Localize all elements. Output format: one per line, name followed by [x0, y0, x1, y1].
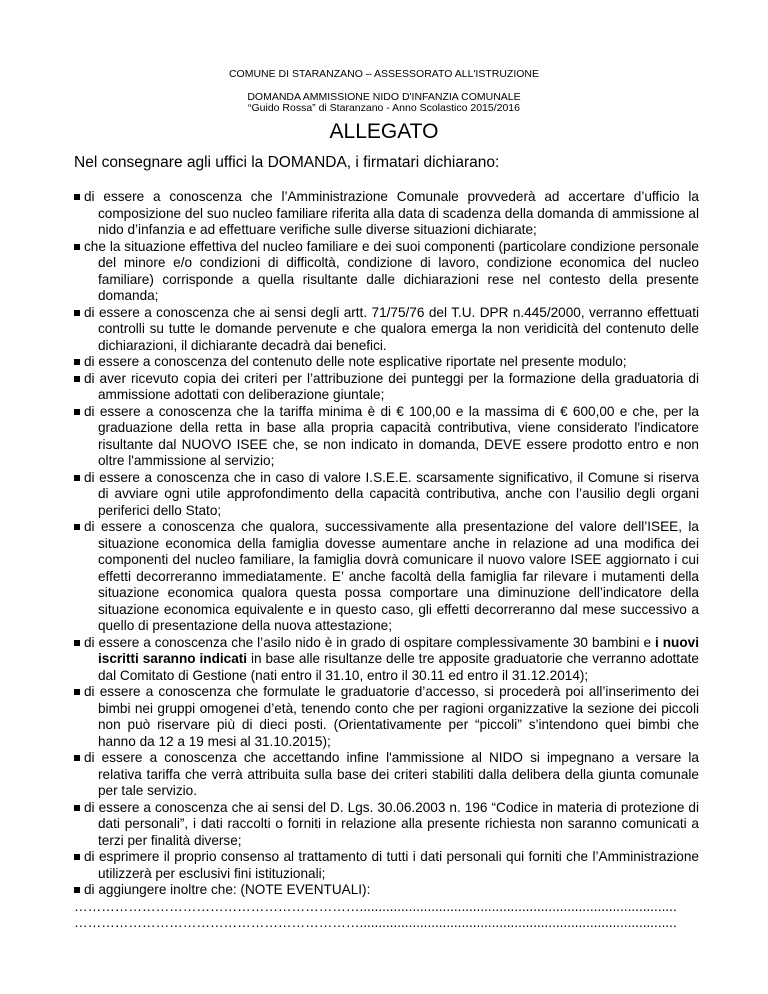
list-item: di esprimere il proprio consenso al trattamento di tutti i dati personali qui forniti che l’Amministrazione utilizzerà per esclusivi fini istituzionali;: [74, 849, 699, 882]
list-item: di essere a conoscenza che la tariffa minima è di € 100,00 e la massima di € 600,00 e che, per la graduazione della retta in base alla propria capacità contributiva, viene considerato l'indicatore risultante dal NUOVO ISEE che, se non indicato in domanda, DEVE essere prodotto entro e non oltre l'ammissione al servizio;: [74, 404, 699, 470]
intro-text: Nel consegnare agli uffici la DOMANDA, i firmatari dichiarano:: [74, 154, 500, 171]
bullet-icon: [74, 755, 80, 761]
list-item: di essere a conoscenza che accettando infine l'ammissione al NIDO si impegnano a versare la relativa tariffa che verrà attribuita sulla base dei criteri stabiliti dalla delibera della giunta comunale per tale servizio.: [74, 750, 699, 800]
bullet-icon: [74, 194, 80, 200]
bullet-icon: [74, 524, 80, 530]
bullet-icon: [74, 805, 80, 811]
bullet-icon: [74, 854, 80, 860]
notes-line: ………………………………………………………....................................................................................: [74, 898, 677, 914]
list-item: di aggiungere inoltre che: (NOTE EVENTUALI):: [74, 882, 699, 899]
list-item: che la situazione effettiva del nucleo familiare e dei suoi componenti (particolare condizione personale del minore e/o condizioni di difficoltà, condizione di lavoro, condizione economica del nucleo familiare) corrisponde a quella risultante dalle dichiarazioni rese nel contesto della presente domanda;: [74, 239, 699, 305]
list-item: di aver ricevuto copia dei criteri per l’attribuzione dei punteggi per la formazione della graduatoria di ammissione adottati con deliberazione giuntale;: [74, 371, 699, 404]
bullet-icon: [74, 689, 80, 695]
bullet-icon: [74, 475, 80, 481]
bold-phrase: i nuovi iscritti saranno indicati: [98, 634, 699, 666]
bullet-icon: [74, 409, 80, 415]
list-item: di essere a conoscenza che formulate le graduatorie d’accesso, si procederà poi all’inserimento dei bimbi nei gruppi omogenei d’età, tenendo conto che per ragioni organizzative la sezione dei piccoli non può riservare più di dieci posti. (Orientativamente per “piccoli” s’intendono quei bimbi che hanno da 12 a 19 mesi al 31.10.2015);: [74, 684, 699, 750]
page-title: ALLEGATO: [329, 120, 439, 143]
header-school-year: “Guido Rossa” di Staranzano - Anno Scolastico 2015/2016: [247, 102, 520, 114]
bullet-icon: [74, 244, 80, 250]
bullet-icon: [74, 376, 80, 382]
bullet-icon: [74, 359, 80, 365]
notes-line: ………………………………………………………....................................................................................: [74, 915, 677, 930]
list-item: di essere a conoscenza che l’asilo nido è in grado di ospitare complessivamente 30 bambini e i nuovi iscritti saranno indicati in base alle risultanze delle tre apposite graduatorie che verranno adottate dal Comitato di Gestione (nati entro il 31.10, entro il 30.11 ed entro il 31.12.2014);: [74, 635, 699, 685]
list-item: di essere a conoscenza che ai sensi del D. Lgs. 30.06.2003 n. 196 “Codice in materia di protezione di dati personali”, i dati raccolti o forniti in relazione alla presente richiesta non saranno comunicati a terzi per finalità diverse;: [74, 800, 699, 850]
bullet-icon: [74, 640, 80, 646]
declarations-list: [74, 189, 699, 932]
list-item: di essere a conoscenza che l’Amministrazione Comunale provvederà ad accertare d’ufficio la composizione del suo nucleo familiare riferita alla data di scadenza della domanda di ammissione al nido d’infanzia e ad effettuare verifiche sulle diverse situazioni dichiarate;: [74, 189, 699, 239]
list-item: di essere a conoscenza che in caso di valore I.S.E.E. scarsamente significativo, il Comune si riserva di avviare ogni utile approfondimento della capacità contributiva, anche con l’ausilio degli organi periferici dello Stato;: [74, 470, 699, 520]
header-municipality: COMUNE DI STARANZANO – ASSESSORATO ALL'ISTRUZIONE: [228, 68, 540, 80]
list-item: di essere a conoscenza del contenuto delle note esplicative riportate nel presente modulo;: [74, 354, 699, 371]
header-form-title: DOMANDA AMMISSIONE NIDO D'INFANZIA COMUNALE: [247, 91, 521, 103]
list-item: di essere a conoscenza che qualora, successivamente alla presentazione del valore dell’ISEE, la situazione economica della famiglia dovesse aumentare anche in relazione ad una modifica dei componenti del nucleo familiare, la famiglia dovrà comunicare il nuovo valore ISEE aggiornato i cui effetti decorreranno immediatamente. E’ anche facoltà della famiglia far rilevare i mutamenti della situazione economica qualora questa possa comportare una diminuzione dell’indicatore della situazione economica equivalente e in questo caso, gli effetti decorreranno dal mese successivo a quello di presentazione della nuova attestazione;: [74, 519, 699, 635]
bullet-icon: [74, 887, 80, 893]
list-item: di essere a conoscenza che ai sensi degli artt. 71/75/76 del T.U. DPR n.445/2000, verranno effettuati controlli su tutte le domande pervenute e che qualora emerga la non veridicità del contenuto delle dichiarazioni, il dichiarante decadrà dai benefici.: [74, 305, 699, 355]
bullet-icon: [74, 310, 80, 316]
